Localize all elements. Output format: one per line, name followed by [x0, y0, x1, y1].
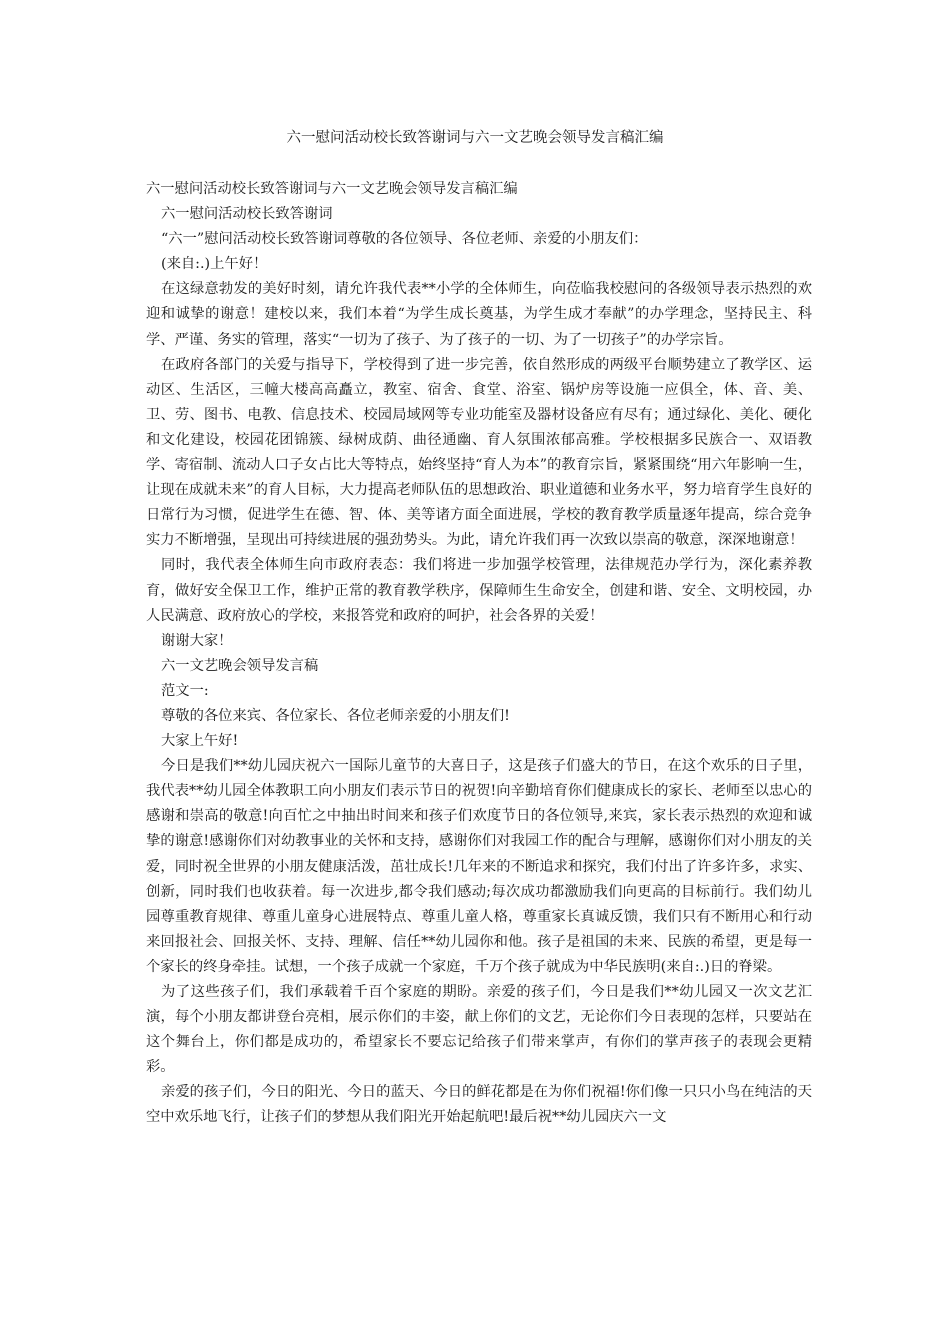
paragraph: 同时，我代表全体师生向市政府表态：我们将进一步加强学校管理，法律规范办学行为，深化素养教育，做好安全保卫工作，维护正常的教育教学秩序，保障师生生命安全，创建和谐、安全、文明校园，办人民满意、政府放心的学校，来报答党和政府的呵护，社会各界的关爱！	[146, 557, 812, 624]
section-heading-gala: 六一文艺晚会领导发言稿	[161, 657, 319, 674]
paragraph: 亲爱的孩子们，今日的阳光、今日的蓝天、今日的鲜花都是在为你们祝福!你们像一只只小鸟在纯洁的天空中欢乐地飞行，让孩子们的梦想从我们阳光开始起航吧!最后祝**幼儿园庆六一文	[146, 1084, 812, 1126]
paragraph: 在这绿意勃发的美好时刻，请允许我代表**小学的全体师生，向莅临我校慰问的各级领导表示热烈的欢迎和诚挚的谢意！建校以来，我们本着“为学生成长奠基，为学生成才奉献”的办学理念，坚持民主、科学、严谨、务实的管理，落实“一切为了孩子、为了孩子的一切、为了一切孩子”的办学宗旨。	[146, 281, 812, 348]
section-heading-speech: 六一慰问活动校长致答谢词	[161, 206, 333, 223]
document-body	[146, 177, 812, 1131]
paragraph: 为了这些孩子们，我们承载着千百个家庭的期盼。亲爱的孩子们，今日是我们**幼儿园又一次文艺汇演，每个小朋友都讲登台亮相，展示你们的丰姿，献上你们的文艺，无论你们今日表现的怎样，只要站在这个舞台上，你们都是成功的，希望家长不要忘记给孩子们带来掌声，有你们的掌声孩子的表现会更精彩。	[146, 984, 812, 1076]
greeting: (来自:.)上午好！	[161, 256, 268, 273]
paragraph: 今日是我们**幼儿园庆祝六一国际儿童节的大喜日子，这是孩子们盛大的节日，在这个欢乐的日子里，我代表**幼儿园全体教职工向小朋友们表示节日的祝贺!向辛勤培育你们健康成长的家长、老师至以忠心的感谢和崇高的敬意!向百忙之中抽出时间来和孩子们欢度节日的各位领导,来宾，家长表示热烈的欢迎和诚挚的谢意!感谢你们对幼教事业的关怀和支持，感谢你们对我园工作的配合与理解，感谢你们对小朋友的关爱，同时祝全世界的小朋友健康活泼，茁壮成长!几年来的不断追求和探究，我们付出了许多许多，求实、创新，同时我们也收获着。每一次进步,都令我们感动;每次成功都激励我们向更高的目标前行。我们幼儿园尊重教育规律、尊重儿童身心进展特点、尊重儿童人格，尊重家长真诚反馈，我们只有不断用心和行动来回报社会、回报关怀、支持、理解、信任**幼儿园你和他。孩子是祖国的未来、民族的希望，更是每一个家长的终身牵挂。试想，一个孩子成就一个家庭，千万个孩子就成为中华民族明(来自:.)日的脊梁。	[146, 758, 812, 975]
salutation: “六一”慰问活动校长致答谢词尊敬的各位领导、各位老师、亲爱的小朋友们：	[161, 231, 648, 248]
document-title: 六一慰问活动校长致答谢词与六一文艺晚会领导发言稿汇编	[286, 130, 664, 146]
greeting: 大家上午好!	[161, 733, 239, 750]
salutation: 尊敬的各位来宾、各位家长、各位老师亲爱的小朋友们!	[161, 707, 510, 724]
body-heading: 六一慰问活动校长致答谢词与六一文艺晚会领导发言稿汇编	[146, 181, 518, 197]
sample-label: 范文一:	[161, 682, 209, 699]
paragraph: 在政府各部门的关爱与指导下，学校得到了进一步完善，依自然形成的两级平台顺势建立了教学区、运动区、生活区，三幢大楼高高矗立，教室、宿舍、食堂、浴室、锅炉房等设施一应俱全，体、音、美、卫、劳、图书、电教、信息技术、校园局域网等专业功能室及器材设备应有尽有；通过绿化、美化、硬化和文化建设，校园花团锦簇、绿树成荫、曲径通幽、育人氛围浓郁高雅。学校根据多民族合一、双语教学、寄宿制、流动人口子女占比大等特点，始终坚持“育人为本”的教育宗旨，紧紧围绕“用六年影响一生，让现在成就未来”的育人目标，大力提高老师队伍的思想政治、职业道德和业务水平，努力培育学生良好的日常行为习惯，促进学生在德、智、体、美等诸方面全面进展，学校的教育教学质量逐年提高，综合竞争实力不断增强，呈现出可持续进展的强劲势头。为此，请允许我们再一次致以崇高的敬意，深深地谢意！	[146, 356, 812, 549]
closing-thanks: 谢谢大家！	[161, 632, 233, 649]
